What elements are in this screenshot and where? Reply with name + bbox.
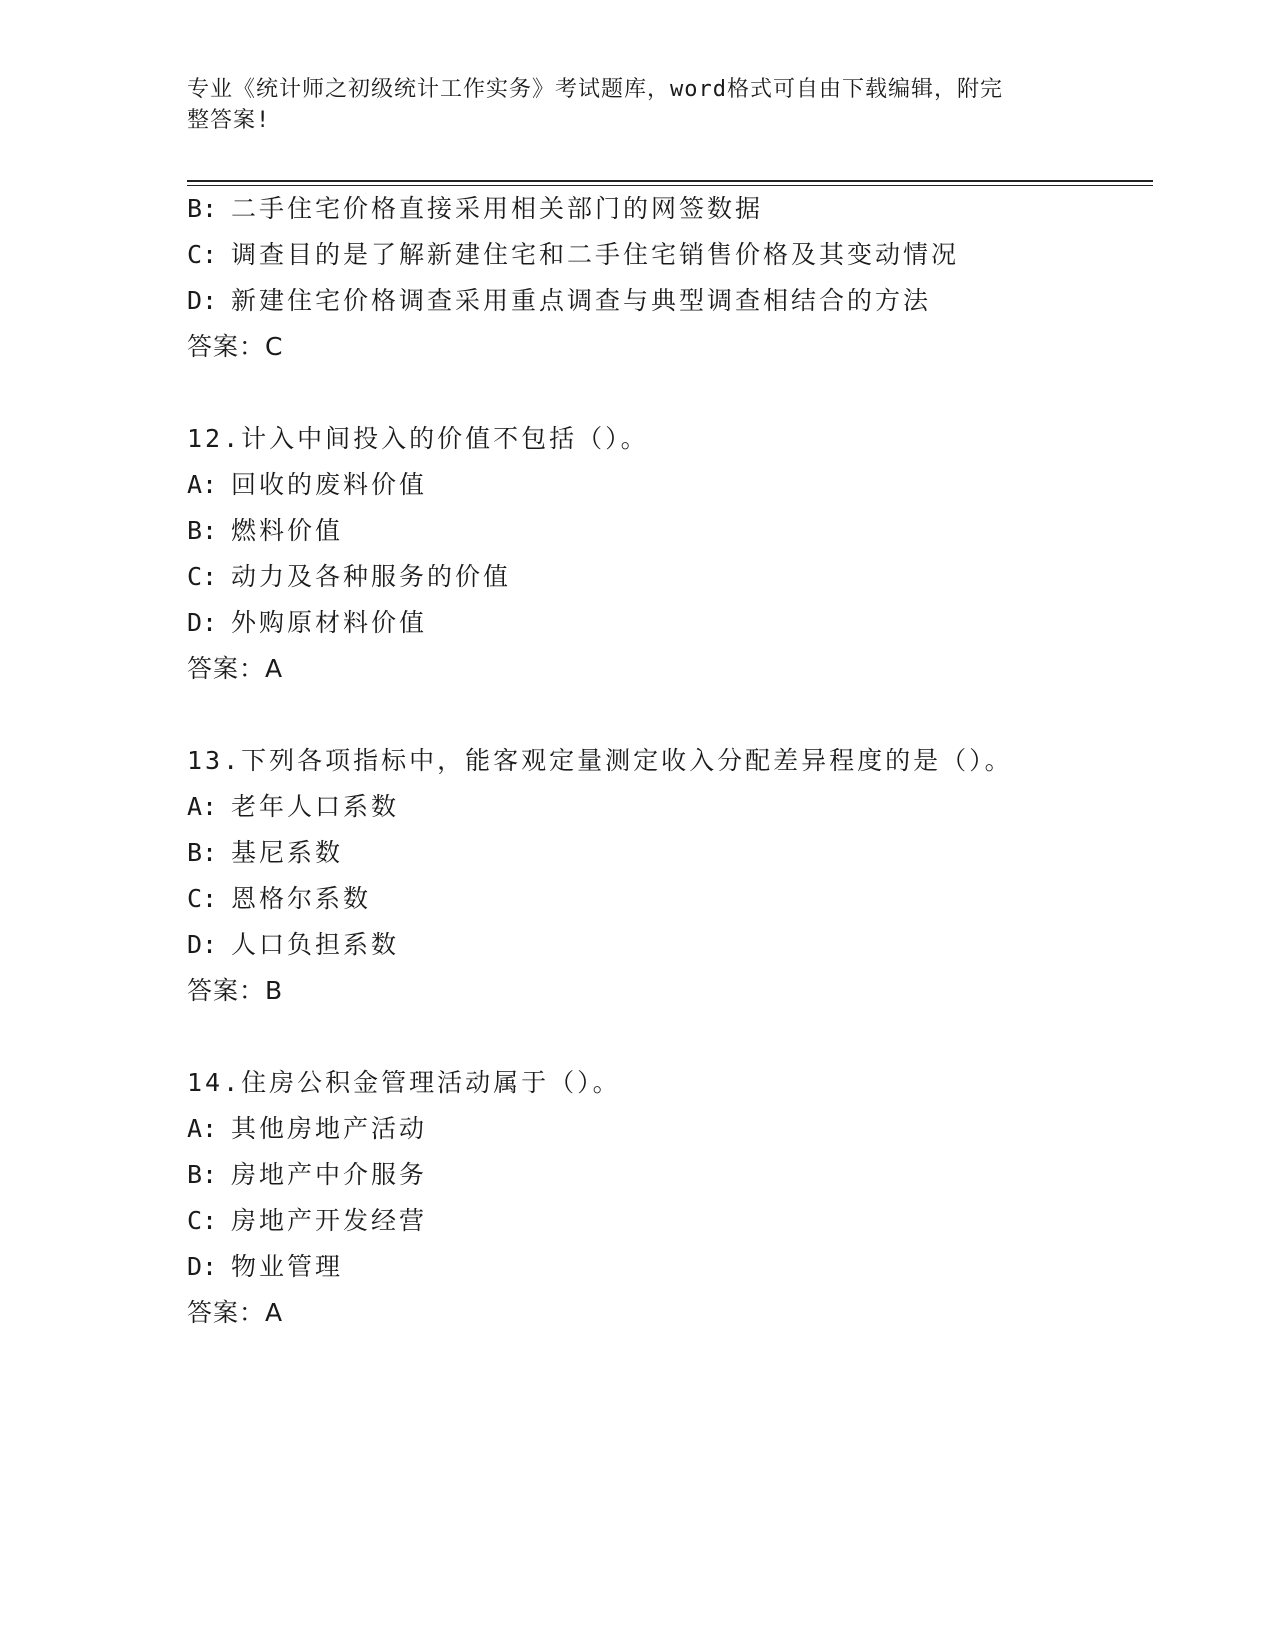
- page-header: [187, 74, 1067, 136]
- option-text: 房地产中介服务: [231, 1160, 428, 1189]
- spacer: [187, 692, 1147, 738]
- answer-line: 答案：A: [187, 1298, 284, 1327]
- option-text: 回收的废料价值: [231, 470, 428, 499]
- option-text: 新建住宅价格调查采用重点调查与典型调查相结合的方法: [231, 286, 932, 315]
- option-d: [187, 600, 1147, 646]
- option-letter: C:: [187, 562, 218, 591]
- option-letter: B:: [187, 516, 218, 545]
- option-text: 物业管理: [231, 1252, 344, 1281]
- spacer: [187, 1014, 1147, 1060]
- question-12: [187, 416, 1147, 692]
- option-text: 基尼系数: [231, 838, 344, 867]
- answer-line: 答案：B: [187, 976, 284, 1005]
- option-letter: A:: [187, 792, 218, 821]
- option-letter: D:: [187, 930, 218, 959]
- option-letter: D:: [187, 608, 218, 637]
- option-letter: B:: [187, 1160, 218, 1189]
- question-13: [187, 738, 1147, 1014]
- option-letter: D:: [187, 1252, 218, 1281]
- option-letter: A:: [187, 1114, 218, 1143]
- option-text: 老年人口系数: [231, 792, 400, 821]
- option-d: [187, 278, 1147, 324]
- option-c: [187, 554, 1147, 600]
- option-text: 调查目的是了解新建住宅和二手住宅销售价格及其变动情况: [231, 240, 960, 269]
- option-letter: B:: [187, 838, 218, 867]
- option-a: [187, 462, 1147, 508]
- option-text: 外购原材料价值: [231, 608, 428, 637]
- option-c: [187, 876, 1147, 922]
- option-d: [187, 922, 1147, 968]
- header-intro-line-1: 专业《统计师之初级统计工作实务》考试题库，word格式可自由下载编辑，附完: [187, 77, 1003, 102]
- option-a: [187, 1106, 1147, 1152]
- option-a: [187, 784, 1147, 830]
- option-text: 人口负担系数: [231, 930, 400, 959]
- spacer: [187, 370, 1147, 416]
- answer-line: 答案：C: [187, 332, 284, 361]
- option-b: [187, 508, 1147, 554]
- option-text: 其他房地产活动: [231, 1114, 428, 1143]
- option-text: 恩格尔系数: [231, 884, 372, 913]
- option-letter: C:: [187, 240, 218, 269]
- option-text: 二手住宅价格直接采用相关部门的网签数据: [231, 194, 764, 223]
- option-letter: C:: [187, 1206, 218, 1235]
- question-11-continued: [187, 186, 1147, 370]
- option-b: [187, 1152, 1147, 1198]
- option-b: [187, 830, 1147, 876]
- option-letter: C:: [187, 884, 218, 913]
- question-stem: 13.下列各项指标中，能客观定量测定收入分配差异程度的是（）。: [187, 746, 1013, 775]
- answer-line: 答案：A: [187, 654, 284, 683]
- option-letter: B:: [187, 194, 218, 223]
- option-text: 房地产开发经营: [231, 1206, 428, 1235]
- option-b: [187, 186, 1147, 232]
- option-letter: A:: [187, 470, 218, 499]
- question-list: [187, 186, 1147, 1336]
- option-d: [187, 1244, 1147, 1290]
- option-c: [187, 1198, 1147, 1244]
- question-stem: 14.住房公积金管理活动属于（）。: [187, 1068, 621, 1097]
- option-text: 动力及各种服务的价值: [231, 562, 512, 591]
- question-14: [187, 1060, 1147, 1336]
- option-letter: D:: [187, 286, 218, 315]
- option-c: [187, 232, 1147, 278]
- option-text: 燃料价值: [231, 516, 344, 545]
- header-intro-line-2: 整答案!: [187, 108, 271, 133]
- question-stem: 12.计入中间投入的价值不包括（）。: [187, 424, 649, 453]
